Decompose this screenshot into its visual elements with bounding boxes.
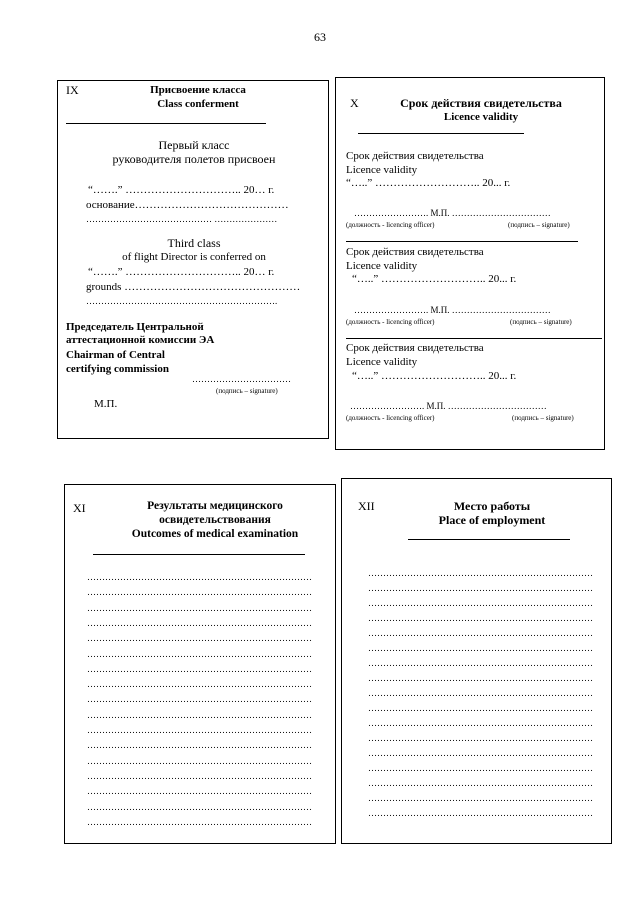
validity-date: “…..” ……………………….. 20... г.: [346, 177, 511, 189]
signature-caption: (подпись – signature): [510, 318, 572, 326]
title-underline: [93, 554, 305, 555]
dotted-line: …………………………………………………………………: [87, 648, 312, 659]
validity-date: “…..” ……………………….. 20... г.: [352, 273, 517, 285]
dotted-line: …………………………………………………………………: [87, 740, 312, 751]
grounds-ru: основание……………………………………: [86, 199, 289, 211]
dotted-line: …………………………………………………………………: [368, 568, 593, 578]
chairman-en-line-1: Chairman of Central: [66, 349, 165, 361]
panel-place-of-employment: [341, 478, 612, 844]
dotted-line: …………………………………………………………………: [368, 748, 593, 758]
dotted-line: …………………………………………………………………: [368, 763, 593, 773]
signature-line: ……………………. М.П. ……………………………: [350, 401, 547, 411]
block-separator: [346, 338, 602, 339]
dotted-line: …………………………………………………………………: [87, 755, 312, 766]
dotted-line: …………………………………………………………………: [368, 598, 593, 608]
dotted-line: …………………………………………………………………: [87, 816, 312, 827]
dotted-line: …………………………………………………………………: [368, 583, 593, 593]
validity-label-ru: Срок действия свидетельства: [346, 342, 484, 354]
title-underline: [408, 539, 570, 540]
block-separator: [346, 241, 578, 242]
dotted-line: …………………………………………………………………: [87, 679, 312, 690]
dotted-line: …………………………………………………………………: [368, 778, 593, 788]
dotted-line: …………………………………………………………………: [87, 587, 312, 598]
section-title-ru: Место работы: [453, 499, 531, 513]
dotted-line: …………………………………………………………………: [87, 602, 312, 613]
dotted-line: …………………………………………………………………: [368, 733, 593, 743]
section-title-line-3: Outcomes of medical examination: [131, 528, 299, 540]
chairman-ru-line-1: Председатель Центральной: [66, 321, 204, 333]
officer-caption: (должность - licencing officer): [346, 414, 435, 422]
section-title-en: Place of employment: [438, 513, 546, 527]
dotted-line: …………………………………………………………………: [368, 658, 593, 668]
dotted-line: …………………………………………………………………: [87, 801, 312, 812]
dotted-line: …………………………………………………………………: [368, 703, 593, 713]
officer-caption: (должность - licencing officer): [346, 221, 435, 229]
dotted-line: …………………………………………………………………: [368, 688, 593, 698]
chairman-en-line-2: certifying commission: [66, 363, 169, 375]
dotted-line: ……………………………………………………….: [86, 296, 278, 306]
section-title-en: Licence validity: [443, 111, 519, 123]
section-title-ru: Срок действия свидетельства: [400, 96, 562, 110]
panel-medical-examination: [64, 484, 336, 844]
signature-line: ……………………………: [192, 374, 291, 384]
page-number: 63: [314, 30, 326, 44]
signature-line: ……………………. М.П. ……………………………: [354, 305, 551, 315]
panel-class-conferment: [57, 80, 329, 439]
third-class-line-2: of flight Director is conferred on: [122, 251, 266, 263]
chairman-ru-line-2: аттестационной комиссии ЭА: [66, 334, 215, 346]
dotted-line: …………………………………………………………………: [87, 725, 312, 735]
signature-caption: (подпись – signature): [512, 414, 574, 422]
dotted-line: …………………………………………………………………: [87, 694, 312, 705]
validity-date: “…..” ……………………….. 20... г.: [352, 370, 517, 382]
section-title-en: Class conferment: [157, 98, 239, 110]
dotted-line: …………………………………………………………………: [368, 718, 593, 728]
section-number: XII: [358, 499, 375, 513]
dotted-line: …………………………………………………………………: [87, 617, 312, 628]
dotted-line: …………………………………………………………………: [368, 613, 593, 623]
signature-caption: (подпись – signature): [216, 387, 278, 395]
panel-licence-validity: [335, 77, 605, 450]
stamp-label: М.П.: [94, 398, 118, 410]
third-class-line-1: Third class: [167, 236, 221, 250]
title-underline: [66, 123, 266, 124]
dotted-line: …………………………………………………………………: [87, 770, 312, 781]
dotted-line: …………………………………………………………………: [87, 709, 312, 720]
date-line-ru: “…….” ………………………….. 20… г.: [88, 184, 275, 196]
dotted-line: …………………………………………………………………: [87, 633, 312, 644]
validity-label-en: Licence validity: [346, 164, 418, 176]
signature-caption: (подпись – signature): [508, 221, 570, 229]
validity-label-ru: Срок действия свидетельства: [346, 150, 484, 162]
dotted-line: …………………………………………………………………: [87, 663, 312, 674]
title-underline: [358, 133, 524, 134]
validity-label-en: Licence validity: [346, 356, 418, 368]
dotted-line: …………………………………… …………………: [86, 214, 278, 224]
dotted-line: …………………………………………………………………: [87, 572, 312, 582]
dotted-line: …………………………………………………………………: [368, 643, 593, 653]
dotted-line: …………………………………………………………………: [368, 628, 593, 638]
signature-line: ……………………. М.П. ……………………………: [354, 208, 551, 218]
section-number: IX: [66, 83, 79, 97]
section-title-line-1: Результаты медицинского: [147, 500, 283, 512]
dotted-line: …………………………………………………………………: [368, 793, 593, 803]
dotted-line: …………………………………………………………………: [368, 673, 593, 683]
first-class-line-2: руководителя полетов присвоен: [112, 152, 276, 166]
section-number: XI: [73, 501, 86, 515]
dotted-line: …………………………………………………………………: [368, 808, 593, 818]
validity-label-ru: Срок действия свидетельства: [346, 246, 484, 258]
section-number: X: [350, 96, 359, 110]
section-title-ru: Присвоение класса: [150, 84, 246, 96]
dotted-line: …………………………………………………………………: [87, 786, 312, 797]
validity-label-en: Licence validity: [346, 260, 418, 272]
section-title-line-2: освидетельствования: [159, 514, 271, 526]
date-line-en: “…….” ………………………….. 20… г.: [88, 266, 275, 278]
first-class-line-1: Первый класс: [158, 138, 230, 152]
officer-caption: (должность - licencing officer): [346, 318, 435, 326]
grounds-en: grounds …………………………………………: [86, 281, 301, 293]
